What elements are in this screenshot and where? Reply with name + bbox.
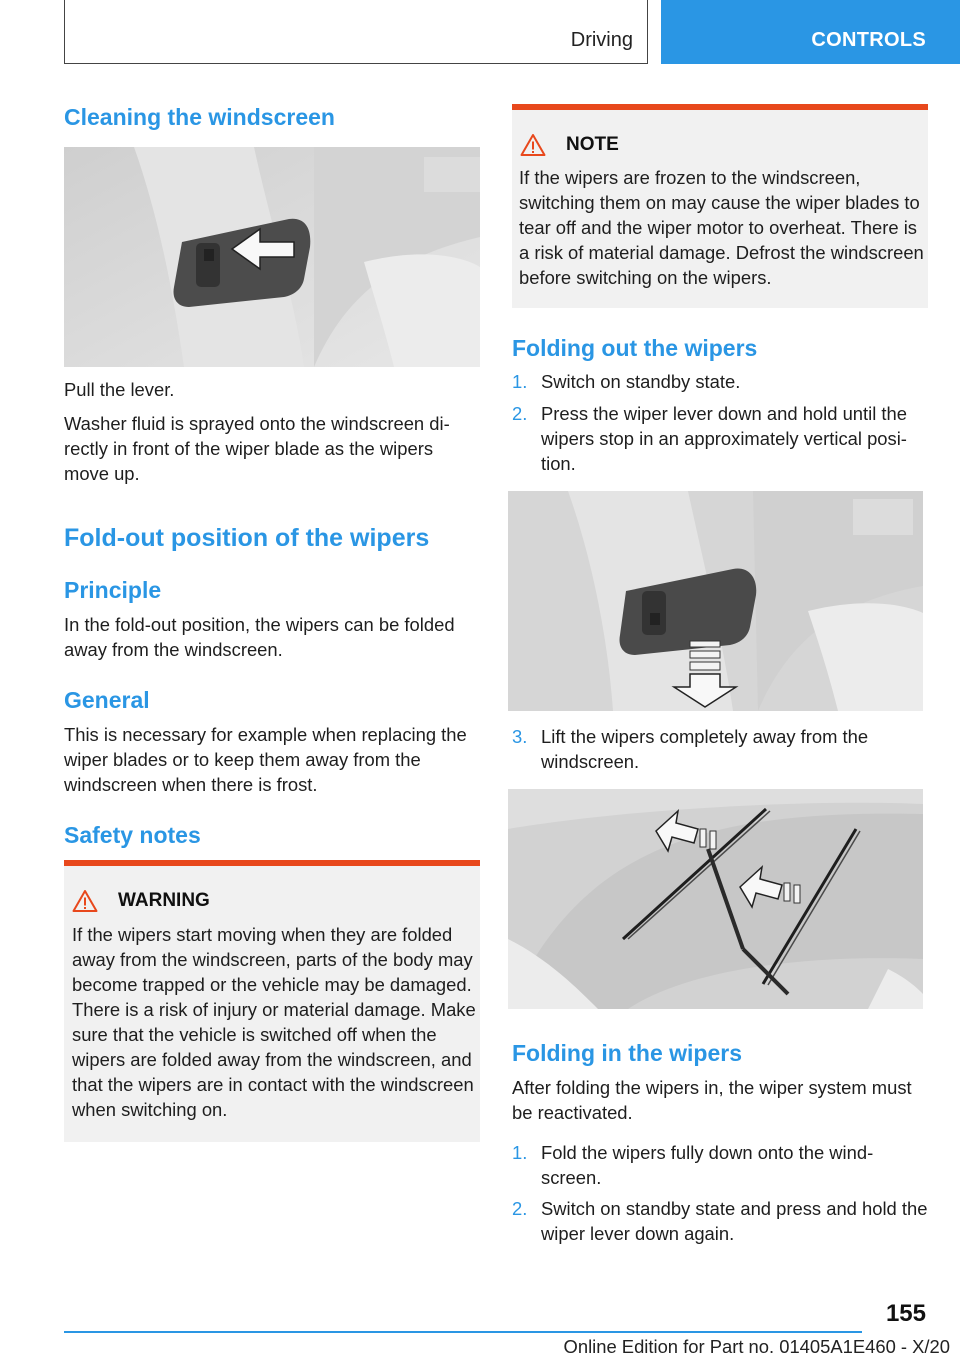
warning-box bbox=[64, 860, 480, 1142]
lever-pull-illustration bbox=[64, 147, 480, 367]
lever-press-down-illustration bbox=[508, 491, 923, 711]
warning-text: If the wipers start moving when they are folded away from the windscreen, parts of the body may become trapped or the vehicle may be damaged. There is a risk of injury or material damage. Make sure that the vehicle is switched off when the wipers are folded away from the windscreen, and that the wipers are in contact with the windscreen when switching on. bbox=[72, 924, 476, 1120]
principle-heading: Principle bbox=[64, 577, 162, 603]
list-text: Lift the wipers completely away from the windscreen. bbox=[541, 726, 869, 772]
note-box bbox=[512, 104, 928, 308]
list-number: 2. bbox=[512, 1198, 528, 1219]
header-section: CONTROLS bbox=[811, 29, 926, 51]
list-text: Fold the wipers fully down onto the wind-screen. bbox=[541, 1142, 874, 1188]
warning-triangle-icon bbox=[520, 133, 546, 157]
header-chapter-box bbox=[64, 0, 648, 64]
general-text: This is necessary for example when replacing the wiper blades or to keep them away from the windscreen when there is frost. bbox=[64, 724, 467, 795]
foldout-heading: Fold-out position of the wipers bbox=[64, 524, 430, 552]
list-text: Switch on standby state. bbox=[541, 371, 741, 392]
cleaning-step: Pull the lever. bbox=[64, 379, 175, 400]
note-bar bbox=[512, 104, 928, 110]
folding-out-heading: Folding out the wipers bbox=[512, 335, 758, 361]
safety-heading: Safety notes bbox=[64, 822, 201, 848]
principle-text: In the fold-out position, the wipers can be folded away from the windscreen. bbox=[64, 614, 455, 660]
list-number: 2. bbox=[512, 403, 528, 424]
folding-in-intro: After folding the wipers in, the wiper system must be reactivated. bbox=[512, 1077, 912, 1123]
header-section-tab[interactable] bbox=[661, 0, 960, 64]
warning-header bbox=[72, 889, 210, 913]
footer-edition: Online Edition for Part no. 01405A1E460 - X/20 bbox=[563, 1336, 950, 1357]
list-text: Switch on standby state and press and hold the wiper lever down again. bbox=[541, 1198, 928, 1244]
list-number: 3. bbox=[512, 726, 528, 747]
warning-bar bbox=[64, 860, 480, 866]
warning-label: WARNING bbox=[118, 890, 210, 911]
list-text: Press the wiper lever down and hold until the wipers stop in an approximately vertical posi-tion. bbox=[541, 403, 907, 474]
note-header bbox=[520, 133, 619, 157]
cleaning-description: Washer fluid is sprayed onto the windscreen di-rectly in front of the wiper blade as the wipers move up. bbox=[64, 413, 450, 484]
note-label: NOTE bbox=[566, 134, 619, 155]
wipers-lift-illustration bbox=[508, 789, 923, 1009]
header-chapter: Driving bbox=[570, 29, 633, 51]
page-number: 155 bbox=[885, 1300, 926, 1327]
footer-divider bbox=[64, 1331, 862, 1333]
general-heading: General bbox=[64, 687, 150, 713]
folding-in-heading: Folding in the wipers bbox=[512, 1040, 742, 1066]
note-text: If the wipers are frozen to the windscreen, switching them on may cause the wiper blades to tear off and the wiper motor to overheat. There is a risk of material damage. Defrost the windscreen before switching on the wipers. bbox=[519, 167, 924, 288]
list-number: 1. bbox=[512, 1142, 528, 1163]
list-number: 1. bbox=[512, 371, 528, 392]
cleaning-heading: Cleaning the windscreen bbox=[64, 104, 335, 130]
warning-triangle-icon bbox=[72, 889, 98, 913]
